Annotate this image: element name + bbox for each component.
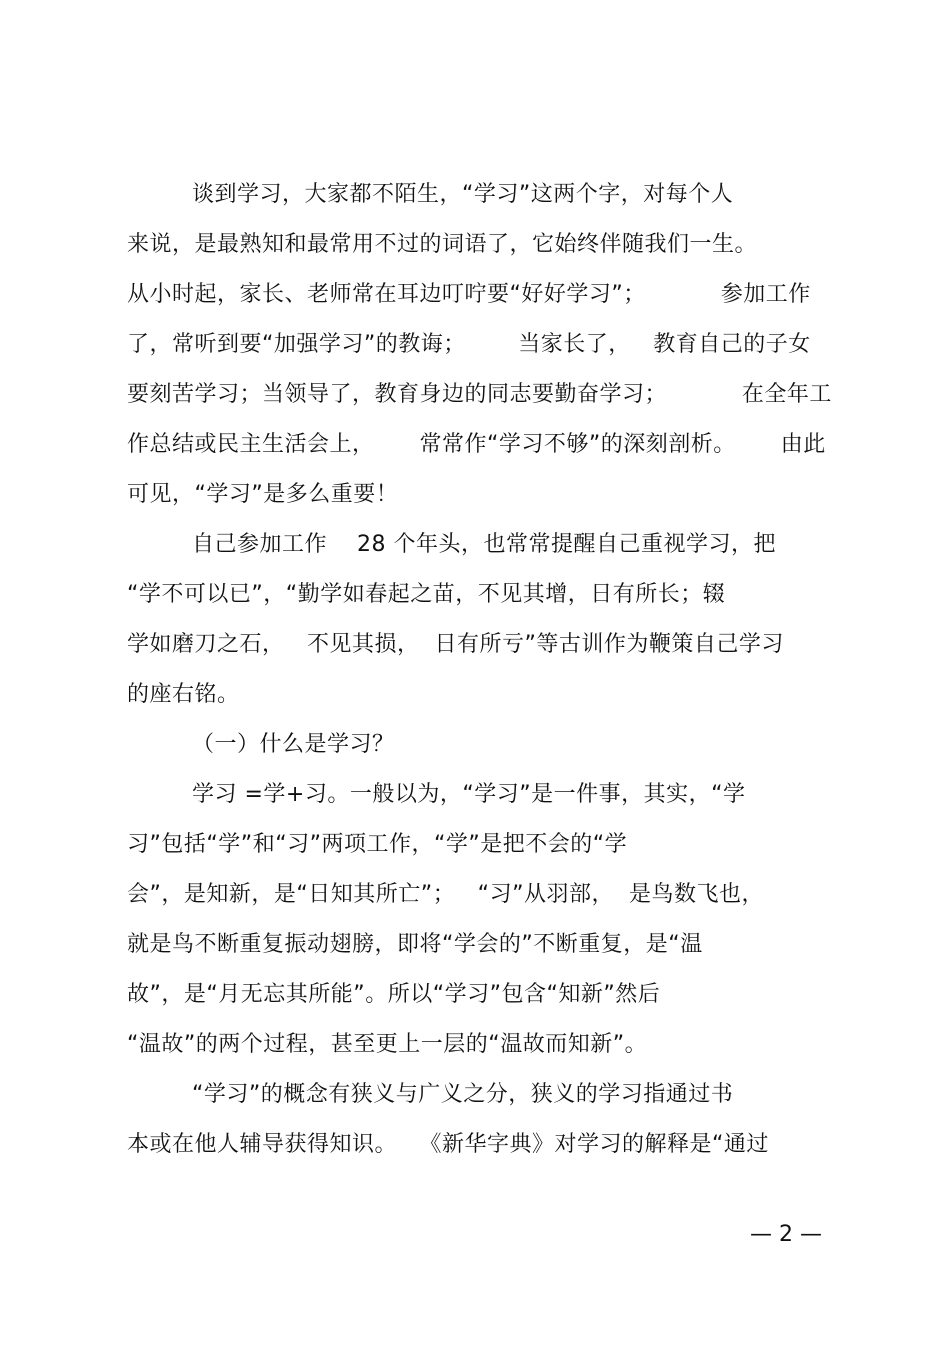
page-number: — 2 — [750, 1222, 822, 1247]
text-line: 会”，是知新，是“日知其所亡”； “习”从羽部， 是鸟数飞也， [127, 882, 764, 907]
text-line: 从小时起，家长、老师常在耳边叮咛要“好好学习”； 参加工作 [127, 282, 811, 307]
text-line: 学如磨刀之石， 不见其损， 日有所亏”等古训作为鞭策自己学习 [127, 632, 784, 657]
text-line: “学习”的概念有狭义与广义之分，狭义的学习指通过书 [192, 1082, 734, 1107]
text-line: 来说，是最熟知和最常用不过的词语了，它始终伴随我们一生。 [127, 232, 758, 257]
text-line: 要刻苦学习；当领导了，教育身边的同志要勤奋学习； 在全年工 [127, 382, 832, 407]
text-line: 本或在他人辅导获得知识。 《新华字典》对学习的解释是“通过 [127, 1132, 769, 1157]
text-line: 学习 =学+习。一般以为，“学习”是一件事，其实，“学 [192, 782, 746, 807]
text-line: “学不可以已”，“勤学如春起之苗，不见其增，日有所长；辍 [127, 582, 726, 607]
text-line: 自己参加工作 28 个年头，也常常提醒自己重视学习，把 [192, 532, 776, 557]
section-heading: （一）什么是学习？ [192, 732, 395, 757]
text-line: 可见，“学习”是多么重要！ [127, 482, 399, 507]
text-line: 的座右铭。 [127, 682, 240, 707]
text-line: 故”，是“月无忘其所能”。所以“学习”包含“知新”然后 [127, 982, 661, 1007]
text-line: 习”包括“学”和“习”两项工作，“学”是把不会的“学 [127, 832, 628, 857]
text-line: “温故”的两个过程，甚至更上一层的“温故而知新”。 [127, 1032, 648, 1057]
text-line: 作总结或民主生活会上， 常常作“学习不够”的深刻剖析。 由此 [127, 432, 826, 457]
text-line: 就是鸟不断重复振动翅膀，即将“学会的”不断重复，是“温 [127, 932, 703, 957]
text-line: 谈到学习，大家都不陌生，“学习”这两个字，对每个人 [192, 182, 734, 207]
text-line: 了，常听到要“加强学习”的教诲； 当家长了， 教育自己的子女 [127, 332, 811, 357]
